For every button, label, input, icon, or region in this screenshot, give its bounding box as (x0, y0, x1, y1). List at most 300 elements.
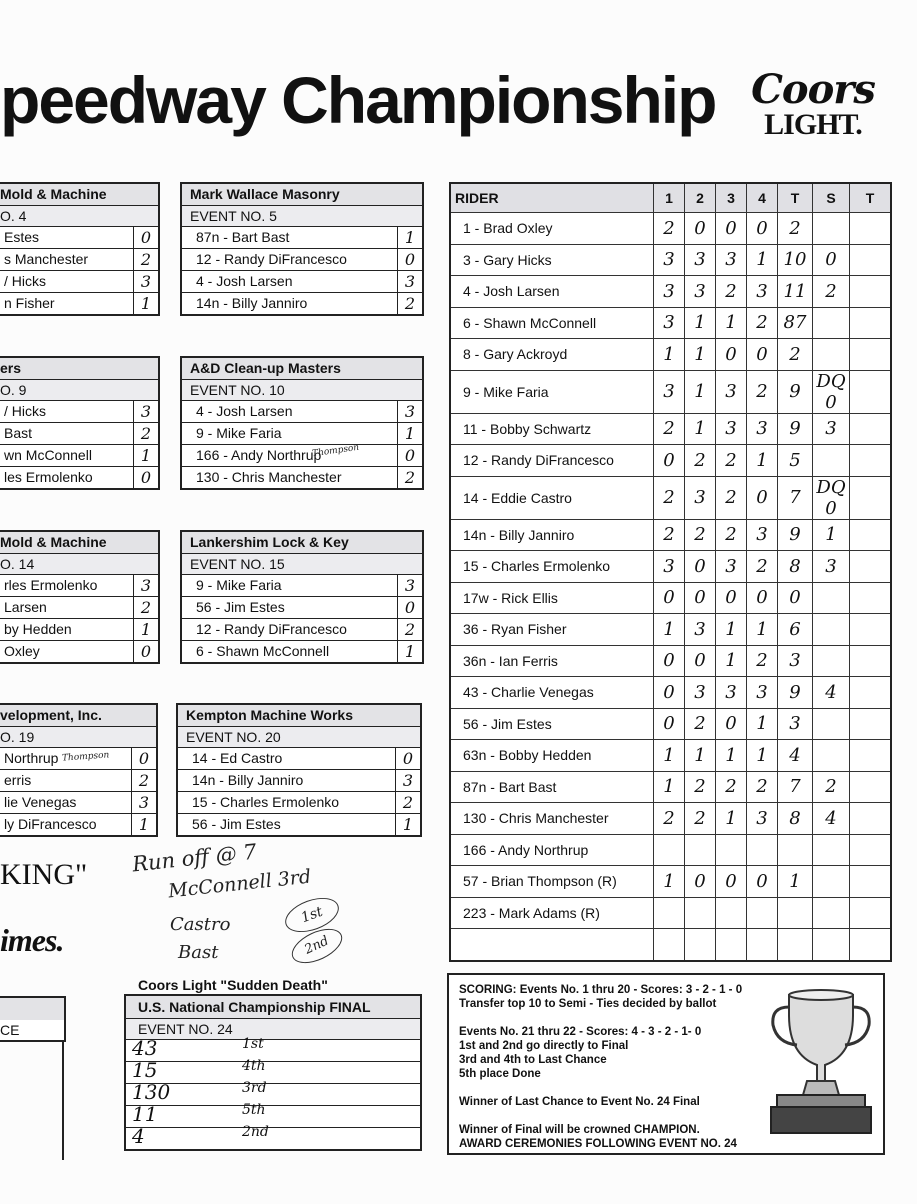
runoff-circle-first: 1st (281, 891, 344, 938)
rider-row (450, 866, 891, 898)
rider-score-cell: 3 (685, 276, 716, 308)
event-rider-name: 14n - Billy Janniro (196, 295, 308, 311)
left-cut-box-label: CE (0, 1020, 66, 1042)
event-row (182, 423, 422, 445)
final-place: 4th (242, 1058, 266, 1074)
final-place: 2nd (242, 1124, 269, 1140)
rider-name: 4 - Josh Larsen (450, 276, 654, 308)
rider-score-cell: 3 (747, 519, 778, 551)
rider-score-cell: 0 (747, 866, 778, 898)
final-place: 1st (242, 1036, 264, 1052)
event-rider-name: 12 - Randy DiFrancesco (196, 621, 347, 637)
event-rider-name: 87n - Bart Bast (196, 229, 290, 245)
rider-score-cell: 0 (654, 645, 685, 677)
event-rider-score: 1 (133, 293, 158, 314)
event-number: O. 4 (0, 206, 158, 227)
rider-score-cell (778, 897, 813, 929)
rider-name: 63n - Bobby Hedden (450, 740, 654, 772)
event-row (182, 641, 422, 662)
event-number: EVENT NO. 15 (182, 554, 422, 575)
rider-name: 43 - Charlie Venegas (450, 677, 654, 709)
final-title: U.S. National Championship FINAL (126, 996, 420, 1019)
rider-row (450, 307, 891, 339)
rider-score-cell: 3 (685, 476, 716, 519)
event-rider-name: Estes (4, 229, 40, 245)
rider-score-cell: 3 (654, 551, 685, 583)
rider-score-cell: 0 (716, 708, 747, 740)
rider-score-cell (747, 834, 778, 866)
event-rider-score: 0 (397, 249, 422, 270)
event-rider-score: 1 (133, 445, 158, 466)
rider-score-cell: 0 (654, 582, 685, 614)
rider-score-cell (850, 834, 892, 866)
rider-score-cell: 2 (654, 213, 685, 245)
event-rider-name: by Hedden (4, 621, 72, 637)
event-rider-score: 2 (133, 597, 158, 618)
rider-row (450, 897, 891, 929)
rider-score-cell (813, 339, 850, 371)
page-title: peedway Championship (0, 63, 716, 137)
final-rider-number: 11 (132, 1102, 158, 1126)
event-number: O. 19 (0, 727, 156, 748)
event-rider-name: erris (4, 772, 32, 788)
rider-score-cell (850, 803, 892, 835)
event-row (182, 227, 422, 249)
rider-name: 15 - Charles Ermolenko (450, 551, 654, 583)
scoring-line: Events No. 21 thru 22 - Scores: 4 - 3 - 2 - 1- 0 (459, 1026, 702, 1038)
event-sponsor: ers (0, 358, 158, 380)
rider-score-cell (716, 834, 747, 866)
rider-score-cell (654, 929, 685, 961)
rider-score-cell: 1 (654, 740, 685, 772)
runoff-circle-second: 2nd (287, 922, 348, 970)
event-rider-score: 3 (397, 575, 422, 596)
rider-score-cell: 3 (747, 413, 778, 445)
rider-name: 8 - Gary Ackroyd (450, 339, 654, 371)
final-rider-number: 4 (132, 1124, 145, 1148)
rider-name: 87n - Bart Bast (450, 771, 654, 803)
rider-score-cell: 3 (716, 244, 747, 276)
rider-score-cell: 2 (716, 476, 747, 519)
rider-score-cell (850, 897, 892, 929)
event-box-e15 (180, 530, 424, 664)
rider-score-cell: 2 (716, 771, 747, 803)
rider-score-cell: 8 (778, 803, 813, 835)
event-row (0, 597, 158, 619)
rider-score-cell (850, 866, 892, 898)
rider-score-cell: 0 (685, 866, 716, 898)
event-row (178, 748, 420, 770)
event-rider-name: 9 - Mike Faria (196, 577, 282, 593)
event-rider-name: / Hicks (4, 273, 46, 289)
rider-row (450, 677, 891, 709)
event-box-e4 (0, 182, 160, 316)
rider-score-cell (654, 897, 685, 929)
rider-table-header-cell: 2 (685, 183, 716, 213)
event-row (182, 271, 422, 293)
final-rider-number: 43 (132, 1036, 158, 1060)
rider-score-cell: 0 (747, 582, 778, 614)
event-row (178, 792, 420, 814)
event-box-e10 (180, 356, 424, 490)
event-row (0, 641, 158, 662)
rider-score-cell: 0 (685, 645, 716, 677)
event-sponsor: Mark Wallace Masonry (182, 184, 422, 206)
event-rider-score: 1 (397, 423, 422, 444)
rider-score-cell: 1 (747, 244, 778, 276)
rider-score-cell: 0 (813, 244, 850, 276)
rider-score-cell (850, 519, 892, 551)
rider-score-cell: 0 (716, 213, 747, 245)
rider-score-cell (778, 834, 813, 866)
rider-score-cell: 0 (685, 213, 716, 245)
event-rider-score: 2 (397, 467, 422, 488)
event-row (0, 575, 158, 597)
rider-score-cell (850, 929, 892, 961)
rider-score-cell: 3 (716, 677, 747, 709)
rider-score-cell: 2 (778, 339, 813, 371)
rider-score-cell: 3 (747, 276, 778, 308)
final-row (126, 1036, 420, 1062)
event-rider-name: rles Ermolenko (4, 577, 98, 593)
rider-name: 3 - Gary Hicks (450, 244, 654, 276)
final-rider-number: 15 (132, 1058, 158, 1082)
rider-score-cell: 2 (747, 370, 778, 413)
rider-score-cell (850, 307, 892, 339)
event-row (0, 792, 156, 814)
rider-name (450, 929, 654, 961)
rider-name: 36 - Ryan Fisher (450, 614, 654, 646)
rider-score-cell (850, 476, 892, 519)
rider-score-cell: 11 (778, 276, 813, 308)
rider-score-cell: 1 (685, 413, 716, 445)
rider-score-cell: 6 (778, 614, 813, 646)
rider-score-cell: 2 (685, 708, 716, 740)
event-rider-name: Oxley (4, 643, 40, 659)
final-row (126, 1102, 420, 1128)
rider-score-cell: 9 (778, 413, 813, 445)
rider-score-cell (813, 307, 850, 339)
scoring-line: 5th place Done (459, 1068, 541, 1080)
rider-score-cell: 2 (685, 445, 716, 477)
rider-score-cell: 3 (685, 677, 716, 709)
rider-score-cell: 2 (747, 771, 778, 803)
event-rider-score: 3 (397, 271, 422, 292)
event-rider-score: 0 (133, 227, 158, 248)
event-rider-score: 1 (397, 641, 422, 662)
event-sponsor: Mold & Machine (0, 184, 158, 206)
event-row (0, 249, 158, 271)
rider-row (450, 445, 891, 477)
event-row (0, 814, 156, 835)
rider-score-cell: 3 (716, 370, 747, 413)
rider-score-cell: 2 (654, 803, 685, 835)
event-rider-score: 1 (397, 227, 422, 248)
rider-table-header-cell: 1 (654, 183, 685, 213)
rider-score-cell (850, 677, 892, 709)
rider-score-cell (850, 740, 892, 772)
rider-score-cell: 5 (778, 445, 813, 477)
rider-score-cell: 1 (747, 614, 778, 646)
event-rider-name: / Hicks (4, 403, 46, 419)
rider-score-cell (850, 614, 892, 646)
runoff-note-line3: Castro (170, 914, 231, 935)
event-rider-score: 0 (131, 748, 156, 769)
rider-score-cell (716, 929, 747, 961)
event-rider-name: s Manchester (4, 251, 89, 267)
rider-score-cell: 2 (654, 519, 685, 551)
event-rider-name: 15 - Charles Ermolenko (192, 794, 340, 810)
event-rider-score: 0 (133, 467, 158, 488)
rider-row (450, 582, 891, 614)
event-rider-name: 14n - Billy Janniro (192, 772, 304, 788)
left-cut-box-header (0, 996, 66, 1022)
event-rider-score: 2 (397, 619, 422, 640)
handwritten-thompson-note: Thompson (61, 750, 110, 764)
rider-row (450, 740, 891, 772)
rider-score-cell: 10 (778, 244, 813, 276)
rider-score-cell (747, 897, 778, 929)
rider-table-header-cell: RIDER (450, 183, 654, 213)
rider-score-cell: 9 (778, 677, 813, 709)
rider-row (450, 519, 891, 551)
logo-coors: Coors (751, 66, 875, 113)
scoring-rules-box (447, 973, 885, 1155)
rider-score-cell: 1 (716, 645, 747, 677)
rider-score-cell: 2 (654, 413, 685, 445)
event-rider-score: 3 (395, 770, 420, 791)
event-rider-name: Bast (4, 425, 33, 441)
runoff-note-line4: Bast (178, 942, 219, 963)
rider-score-cell: 4 (813, 803, 850, 835)
rider-score-cell: 4 (813, 677, 850, 709)
rider-row (450, 708, 891, 740)
event-row (182, 597, 422, 619)
coors-light-logo (748, 66, 878, 141)
event-rider-name: les Ermolenko (4, 469, 93, 485)
rider-name: 57 - Brian Thompson (R) (450, 866, 654, 898)
event-rider-score: 1 (395, 814, 420, 835)
event-rider-score: 2 (395, 792, 420, 813)
rider-score-cell: 1 (716, 614, 747, 646)
rider-score-cell (813, 834, 850, 866)
rider-score-cell: 7 (778, 771, 813, 803)
rider-score-cell: 0 (654, 677, 685, 709)
rider-score-cell: 1 (813, 519, 850, 551)
event-box-e20 (176, 703, 422, 837)
final-row (126, 1080, 420, 1106)
event-rider-name: n Fisher (4, 295, 55, 311)
final-place: 3rd (242, 1080, 267, 1096)
rider-score-cell: 0 (716, 339, 747, 371)
rider-score-cell: 1 (716, 803, 747, 835)
rider-score-cell: 1 (654, 339, 685, 371)
rider-name: 1 - Brad Oxley (450, 213, 654, 245)
rider-score-cell: 0 (685, 582, 716, 614)
rider-table-header (450, 183, 891, 213)
event-rider-name: 9 - Mike Faria (196, 425, 282, 441)
event-rider-name: 14 - Ed Castro (192, 750, 283, 766)
rider-score-cell (813, 582, 850, 614)
rider-score-cell: 1 (654, 771, 685, 803)
rider-row (450, 370, 891, 413)
rider-score-cell: 2 (716, 519, 747, 551)
rider-score-cell: 0 (747, 476, 778, 519)
event-rider-name: 4 - Josh Larsen (196, 403, 293, 419)
event-rider-name: 130 - Chris Manchester (196, 469, 342, 485)
rider-score-cell: 2 (747, 645, 778, 677)
scoring-line: Winner of Final will be crowned CHAMPION. (459, 1124, 700, 1136)
event-number: EVENT NO. 5 (182, 206, 422, 227)
event-rider-score: 0 (397, 597, 422, 618)
event-rider-name: 6 - Shawn McConnell (196, 643, 330, 659)
rider-score-cell: 3 (813, 551, 850, 583)
rider-score-cell: 2 (813, 276, 850, 308)
rider-score-cell: 87 (778, 307, 813, 339)
rider-score-cell: 3 (685, 614, 716, 646)
final-event-box (124, 994, 422, 1151)
rider-score-cell: 3 (654, 307, 685, 339)
rider-score-cell: 2 (685, 771, 716, 803)
final-place: 5th (242, 1102, 266, 1118)
rider-score-cell (685, 834, 716, 866)
event-number: O. 9 (0, 380, 158, 401)
rider-score-cell (685, 929, 716, 961)
event-rider-score: 2 (131, 770, 156, 791)
event-row (0, 227, 158, 249)
event-row (0, 271, 158, 293)
rider-score-cell: 0 (716, 866, 747, 898)
scoring-line: Transfer top 10 to Semi - Ties decided by ballot (459, 998, 717, 1010)
event-rider-score: 0 (395, 748, 420, 769)
scoring-line: AWARD CEREMONIES FOLLOWING EVENT NO. 24 (459, 1138, 737, 1150)
event-row (0, 293, 158, 314)
rider-score-cell: 3 (654, 370, 685, 413)
rider-row (450, 803, 891, 835)
event-rider-score: 1 (131, 814, 156, 835)
event-box-e5 (180, 182, 424, 316)
rider-score-cell: 8 (778, 551, 813, 583)
rider-row (450, 834, 891, 866)
rider-row (450, 614, 891, 646)
rider-score-cell: 3 (778, 645, 813, 677)
runoff-note-line2: McConnell 3rd (167, 865, 313, 903)
rider-name: 166 - Andy Northrup (450, 834, 654, 866)
rider-score-cell (813, 929, 850, 961)
handwritten-thompson-note: Thompson (311, 442, 360, 460)
rider-score-cell (813, 213, 850, 245)
rider-score-cell: 2 (654, 476, 685, 519)
scoring-line: 3rd and 4th to Last Chance (459, 1054, 607, 1066)
event-sponsor: A&D Clean-up Masters (182, 358, 422, 380)
rider-score-cell (850, 771, 892, 803)
rider-score-cell (850, 413, 892, 445)
rider-score-cell (813, 708, 850, 740)
rider-score-cell: 3 (747, 803, 778, 835)
rider-score-cell: 1 (716, 307, 747, 339)
event-rider-name: 166 - Andy Northrup (196, 447, 322, 463)
rider-score-cell: 1 (747, 708, 778, 740)
rider-name: 56 - Jim Estes (450, 708, 654, 740)
rider-score-cell: 1 (747, 445, 778, 477)
event-rider-name: 56 - Jim Estes (196, 599, 285, 615)
rider-score-cell: 1 (685, 370, 716, 413)
rider-score-cell (813, 445, 850, 477)
rider-score-cell: 1 (685, 339, 716, 371)
logo-light: LIGHT. (764, 108, 862, 141)
rider-row (450, 276, 891, 308)
rider-score-cell: 2 (685, 803, 716, 835)
event-box-e19 (0, 703, 158, 837)
rider-score-cell (813, 645, 850, 677)
rider-name: 14n - Billy Janniro (450, 519, 654, 551)
event-number: EVENT NO. 10 (182, 380, 422, 401)
event-box-e9 (0, 356, 160, 490)
event-row (0, 619, 158, 641)
rider-score-cell: 3 (747, 677, 778, 709)
rider-score-cell: 9 (778, 519, 813, 551)
event-rider-name: lie Venegas (4, 794, 77, 810)
rider-score-cell: 0 (778, 582, 813, 614)
event-rider-score: 0 (397, 445, 422, 466)
event-sponsor: velopment, Inc. (0, 705, 156, 727)
rider-table-header-cell: 4 (747, 183, 778, 213)
scoring-line: Winner of Last Chance to Event No. 24 Final (459, 1096, 700, 1108)
rider-score-cell: 0 (654, 708, 685, 740)
rider-score-cell: 2 (716, 276, 747, 308)
event-row (0, 467, 158, 488)
event-rider-score: 3 (133, 271, 158, 292)
event-rider-score: 0 (133, 641, 158, 662)
event-rider-name: 56 - Jim Estes (192, 816, 281, 832)
left-cut-box-edge (62, 1040, 64, 1160)
event-row (0, 401, 158, 423)
rider-score-cell: 2 (747, 307, 778, 339)
rider-name: 6 - Shawn McConnell (450, 307, 654, 339)
rider-score-cell: 7 (778, 476, 813, 519)
event-row (182, 401, 422, 423)
rider-score-cell: 1 (685, 740, 716, 772)
rider-score-cell: 4 (778, 740, 813, 772)
event-rider-score: 3 (133, 401, 158, 422)
event-rider-score: 3 (131, 792, 156, 813)
left-cut-text-king: KING" (0, 858, 88, 891)
rider-score-cell (850, 551, 892, 583)
rider-row (450, 213, 891, 245)
event-row (182, 249, 422, 271)
rider-table-header-cell: S (813, 183, 850, 213)
rider-score-cell: 3 (716, 551, 747, 583)
event-rider-score: 2 (397, 293, 422, 314)
rider-score-cell (813, 740, 850, 772)
rider-row (450, 929, 891, 961)
rider-score-cell (850, 708, 892, 740)
rider-row (450, 476, 891, 519)
event-sponsor: Kempton Machine Works (178, 705, 420, 727)
rider-score-cell (850, 370, 892, 413)
rider-score-cell: 3 (654, 276, 685, 308)
rider-score-cell (813, 897, 850, 929)
rider-score-cell: DQ 0 (813, 476, 850, 519)
rider-table-header-cell: T (778, 183, 813, 213)
scoring-line: SCORING: Events No. 1 thru 20 - Scores: 3 - 2 - 1 - 0 (459, 984, 743, 996)
rider-score-cell (850, 645, 892, 677)
event-row (178, 814, 420, 835)
rider-score-cell (654, 834, 685, 866)
rider-score-cell: 3 (654, 244, 685, 276)
rider-score-cell: 9 (778, 370, 813, 413)
rider-score-cell: 3 (685, 244, 716, 276)
